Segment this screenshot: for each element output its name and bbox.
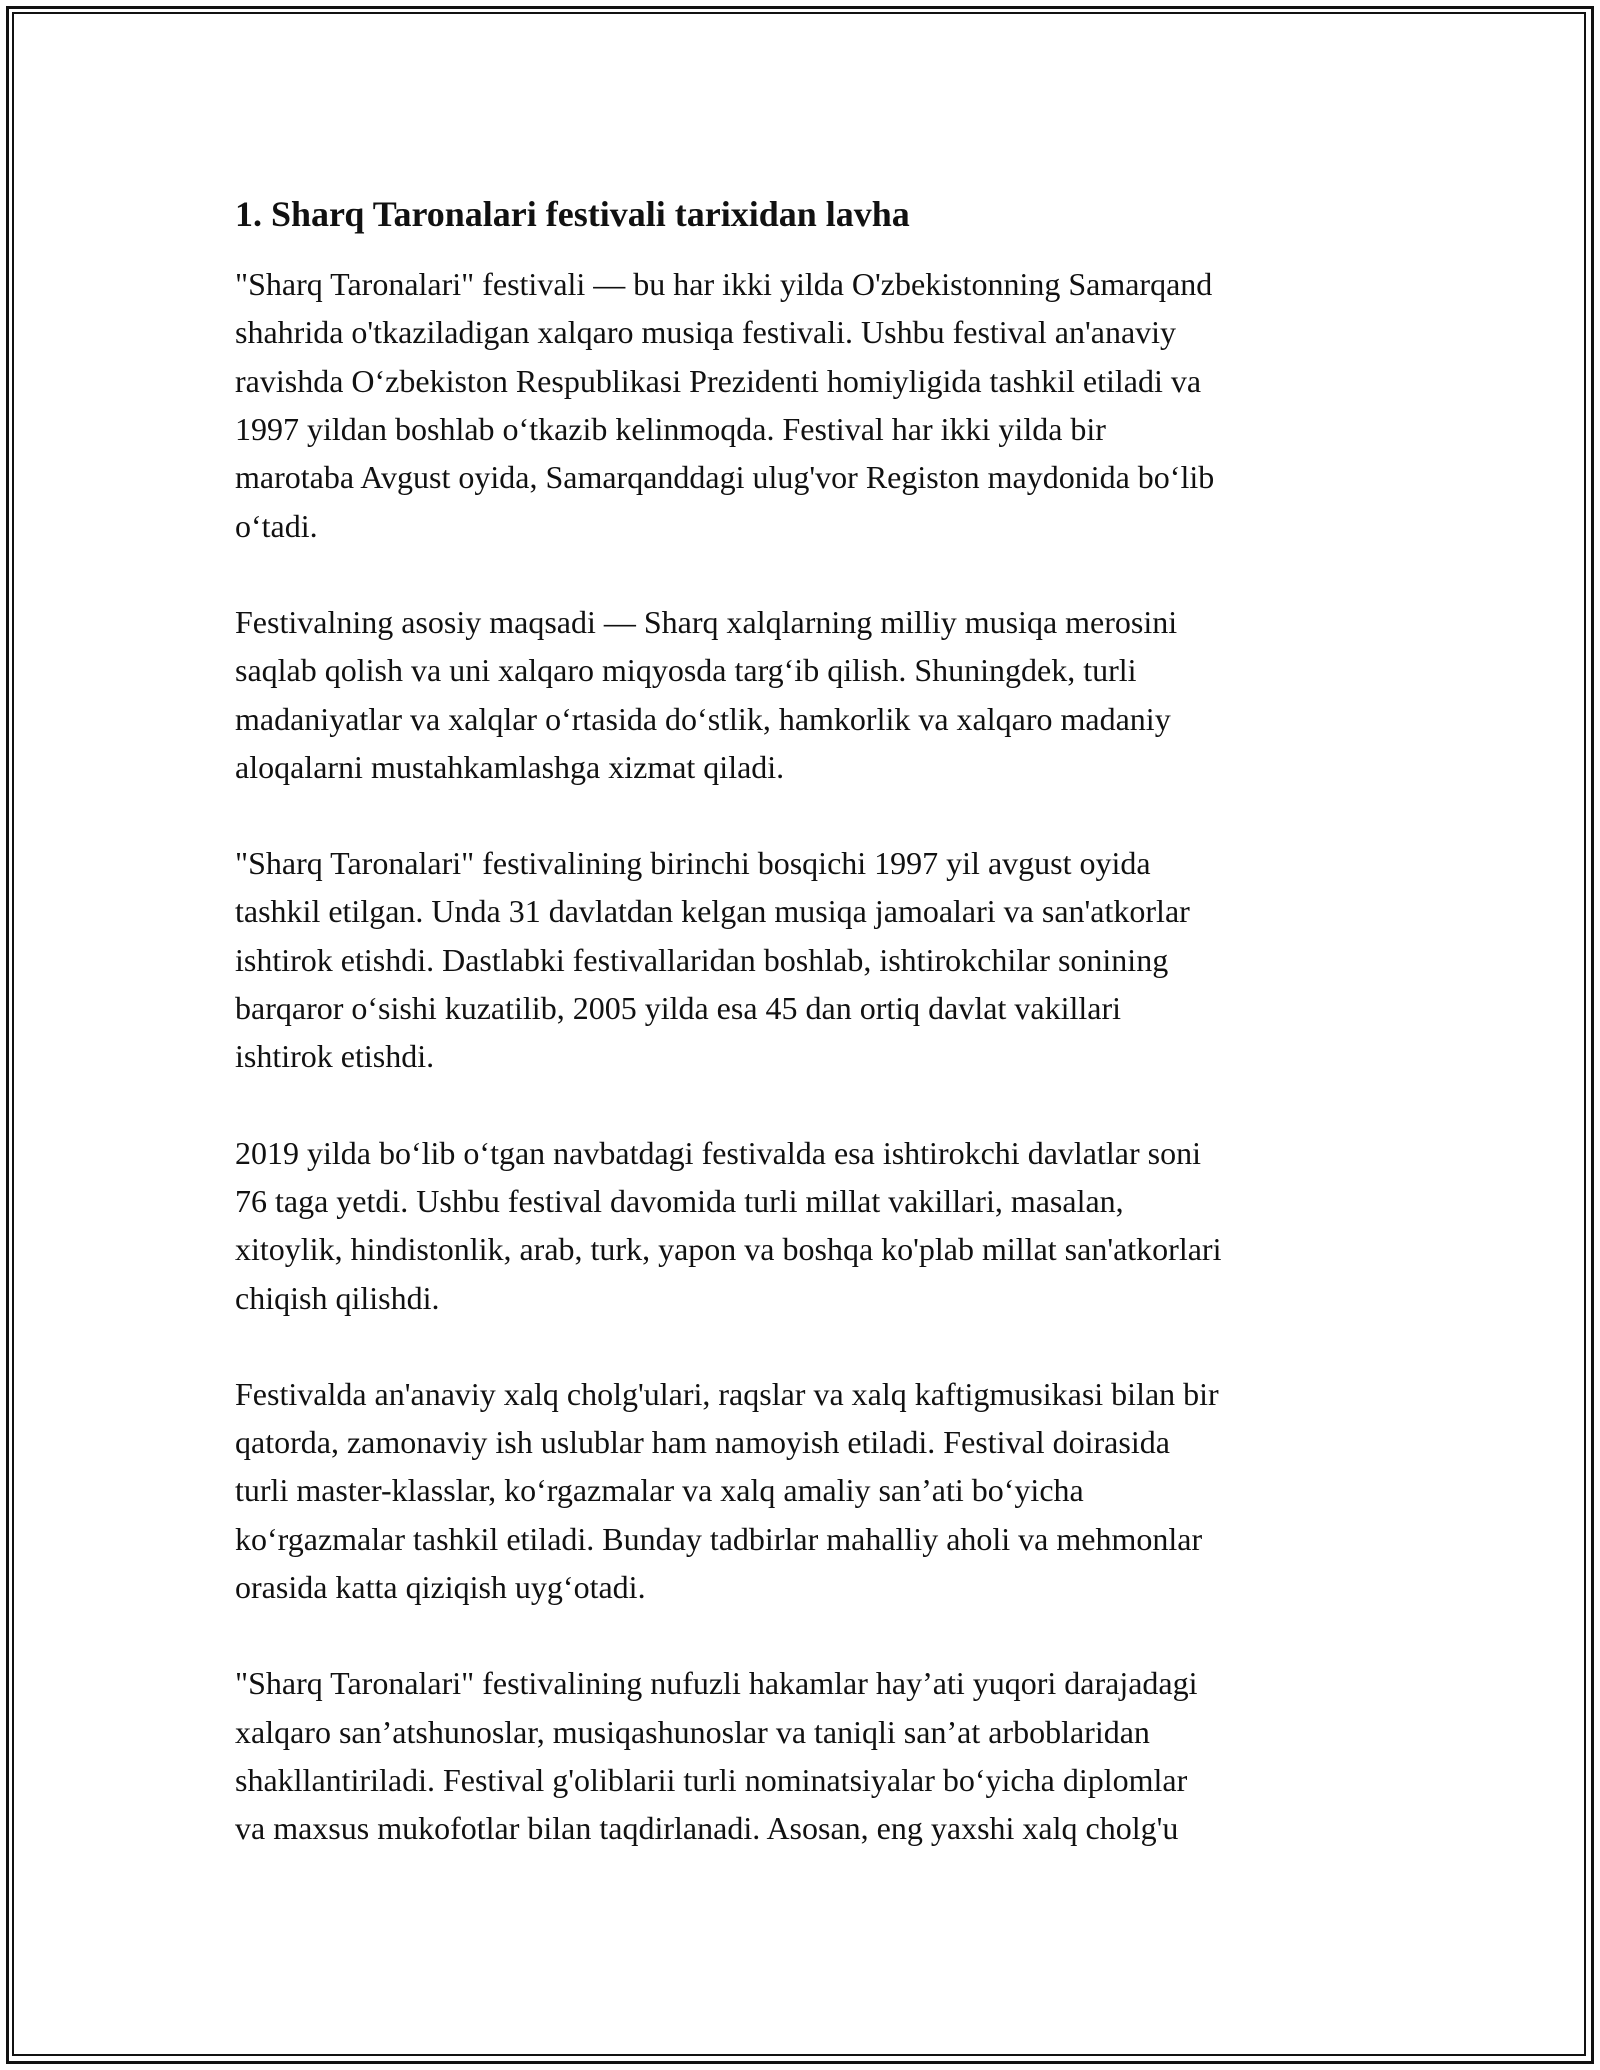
paragraph-1: "Sharq Taronalari" festivali — bu har ikki yilda O'zbekistonning Samarqand shahrida o'tkaziladigan xalqaro musiqa festivali. Ushbu festival an'anaviy ravishda O‘zbekiston Respublikasi Prezidenti homiyligida tashkil etiladi va 1997 yildan boshlab o‘tkazib kelinmoqda. Festival har ikki yilda bir marotaba Avgust oyida, Samarqanddagi ulug'vor Registon maydonida bo‘lib o‘tadi. (235, 266, 1215, 544)
paragraph-4: 2019 yilda bo‘lib o‘tgan navbatdagi festivalda esa ishtirokchi davlatlar soni 76 taga yetdi. Ushbu festival davomida turli millat vakillari, masalan, xitoylik, hindistonlik, arab, turk, yapon va boshqa ko'plab millat san'atkorlari chiqish qilishdi. (235, 1134, 1222, 1316)
paragraph-3: "Sharq Taronalari" festivalining birinchi bosqichi 1997 yil avgust oyida tashkil etilgan. Unda 31 davlatdan kelgan musiqa jamoalari va san'atkorlar ishtirok etishdi. Dastlabki festivallaridan boshlab, ishtirokchilar sonining barqaror o‘sishi kuzatilib, 2005 yilda esa 45 dan ortiq davlat vakillari ishtirok etishdi. (235, 845, 1190, 1075)
document-page (235, 180, 1375, 1901)
paragraph-6: "Sharq Taronalari" festivalining nufuzli hakamlar hay’ati yuqori darajadagi xalqaro san’atshunoslar, musiqashunoslar va taniqli san’at arboblaridan shakllantiriladi. Festival g'oliblarii turli nominatsiyalar bo‘yicha diplomlar va maxsus mukofotlar bilan taqdirlanadi. Asosan, eng yaxshi xalq cholg'u (235, 1665, 1198, 1847)
paragraph-5: Festivalda an'anaviy xalq cholg'ulari, raqslar va xalq kaftigmusikasi bilan bir qatorda, zamonaviy ish uslublar ham namoyish etiladi. Festival doirasida turli master-klasslar, ko‘rgazmalar va xalq amaliy san’ati bo‘yicha ko‘rgazmalar tashkil etiladi. Bunday tadbirlar mahalliy aholi va mehmonlar orasida katta qiziqish uyg‘otadi. (235, 1375, 1219, 1606)
paragraph-2: Festivalning asosiy maqsadi — Sharq xalqlarning milliy musiqa merosini saqlab qolish va uni xalqaro miqyosda targ‘ib qilish. Shuningdek, turli madaniyatlar va xalqlar o‘rtasida do‘stlik, hamkorlik va xalqaro madaniy aloqalarni mustahkamlashga xizmat qiladi. (235, 603, 1178, 785)
section-heading: 1. Sharq Taronalari festivali tarixidan lavha (235, 194, 910, 234)
